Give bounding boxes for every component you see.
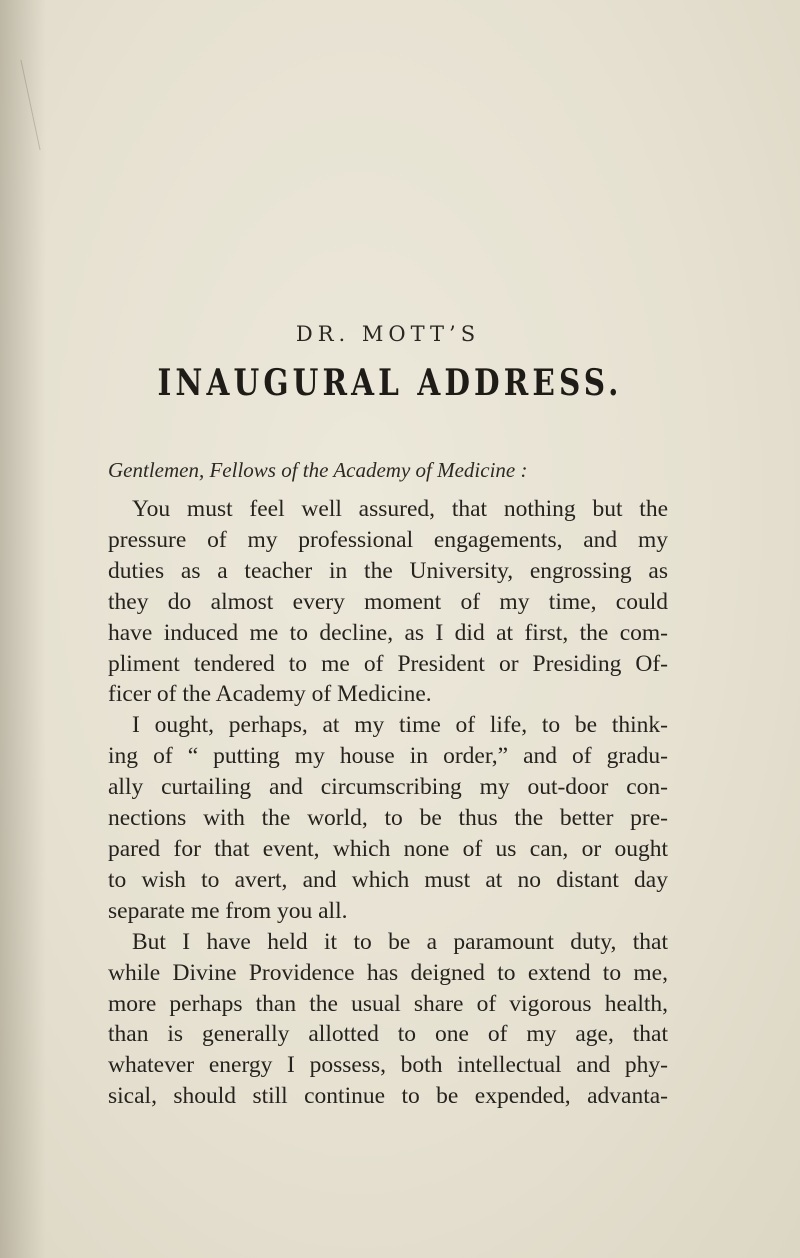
heading-author: DR. MOTT’S bbox=[295, 322, 481, 346]
body-text bbox=[108, 494, 668, 1112]
text-line: sical, should still continue to be expended, advanta- bbox=[108, 1083, 668, 1110]
text-line: pared for that event, which none of us can, or ought bbox=[108, 835, 668, 862]
text-line: to wish to avert, and which must at no distant day bbox=[108, 866, 668, 893]
text-line: more perhaps than the usual share of vigorous health, bbox=[108, 990, 668, 1017]
text-line: But I have held it to be a paramount duty, that bbox=[132, 928, 668, 955]
text-line: ficer of the Academy of Medicine. bbox=[108, 681, 432, 708]
text-line: they do almost every moment of my time, could bbox=[108, 588, 668, 615]
text-line: ally curtailing and circumscribing my out-door con- bbox=[108, 774, 668, 801]
text-line: nections with the world, to be thus the better pre- bbox=[108, 805, 668, 832]
salutation: Gentlemen, Fellows of the Academy of Medicine : bbox=[108, 458, 528, 482]
text-line: than is generally allotted to one of my age, that bbox=[108, 1021, 668, 1048]
text-line: pressure of my professional engagements, and my bbox=[108, 526, 668, 553]
text-line: ing of “ putting my house in order,” and of gradu- bbox=[108, 743, 668, 770]
text-line: whatever energy I possess, both intellectual and phy- bbox=[108, 1052, 668, 1079]
text-line: pliment tendered to me of President or Presiding Of- bbox=[108, 650, 668, 677]
text-line: separate me from you all. bbox=[108, 897, 348, 924]
heading-title: INAUGURAL ADDRESS. bbox=[157, 362, 623, 404]
text-line: You must feel well assured, that nothing but the bbox=[132, 496, 668, 522]
binding-shadow bbox=[0, 0, 46, 1258]
text-line: I ought, perhaps, at my time of life, to be think- bbox=[132, 712, 668, 739]
text-line: while Divine Providence has deigned to extend to me, bbox=[108, 959, 668, 986]
text-line: have induced me to decline, as I did at first, the com- bbox=[108, 619, 668, 646]
text-line: duties as a teacher in the University, engrossing as bbox=[108, 557, 668, 584]
